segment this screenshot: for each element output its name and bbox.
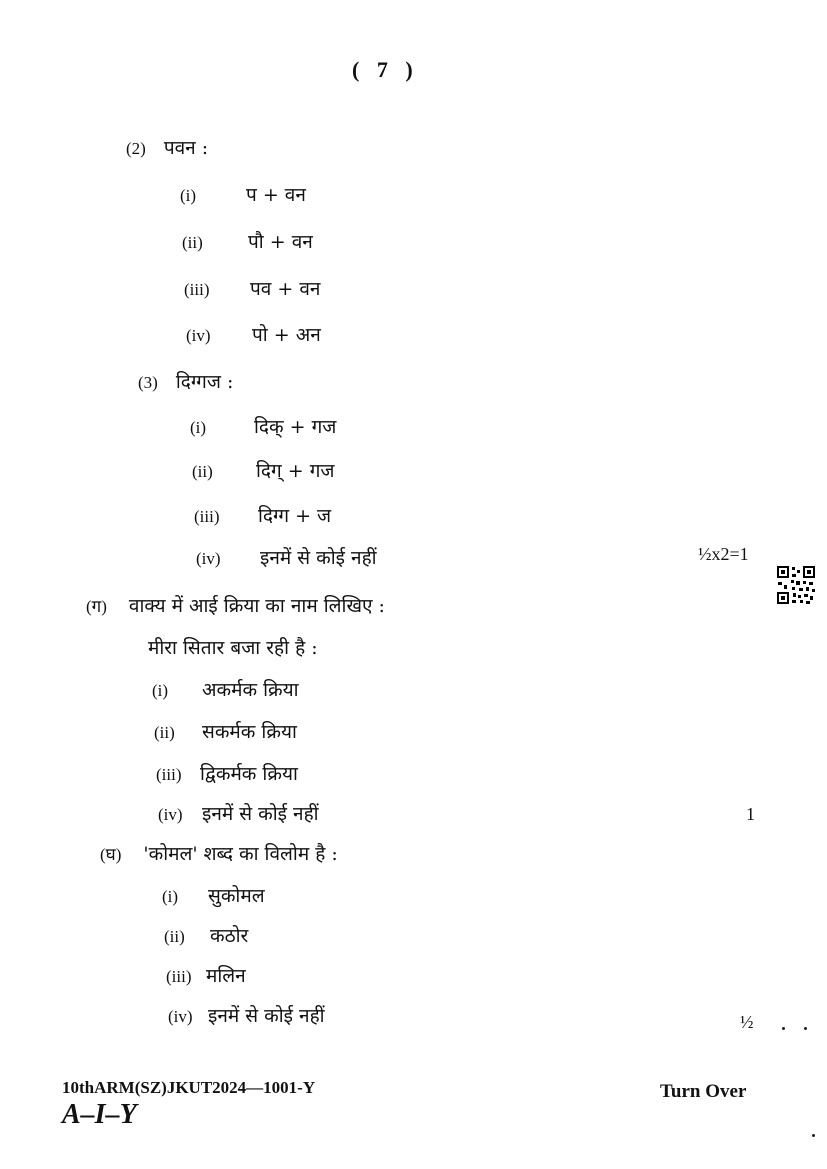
qgha-option-2 bbox=[164, 924, 248, 949]
option-text: प + वन bbox=[246, 184, 306, 206]
option-text: इनमें से कोई नहीं bbox=[260, 547, 377, 569]
question-gha-text: 'कोमल' शब्द का विलोम है : bbox=[143, 843, 338, 865]
option-text: दिग् + गज bbox=[256, 460, 335, 482]
paper-series: A–I–Y bbox=[62, 1099, 137, 1130]
option-number: (i) bbox=[152, 681, 169, 700]
question-2 bbox=[126, 136, 208, 161]
qga-option-3 bbox=[156, 762, 298, 787]
option-text: द्विकर्मक क्रिया bbox=[200, 763, 298, 785]
turn-over-label: Turn Over bbox=[660, 1081, 747, 1102]
qga-option-4 bbox=[158, 802, 319, 827]
qgha-marks: ½ bbox=[740, 1012, 754, 1032]
option-text: मलिन bbox=[206, 965, 246, 987]
option-number: (i) bbox=[180, 186, 197, 205]
option-number: (iii) bbox=[166, 967, 192, 986]
option-number: (i) bbox=[190, 418, 207, 437]
option-text: दिक् + गज bbox=[254, 416, 337, 438]
option-text: अकर्मक क्रिया bbox=[202, 679, 299, 701]
q2-option-4 bbox=[186, 323, 321, 348]
qgha-option-1 bbox=[162, 884, 265, 909]
question-ga-text: वाक्य में आई क्रिया का नाम लिखिए : bbox=[128, 595, 385, 617]
question-3 bbox=[138, 370, 233, 395]
qgha-option-3 bbox=[166, 964, 246, 989]
question-gha bbox=[100, 842, 338, 867]
qga-option-1 bbox=[152, 678, 299, 703]
option-number: (ii) bbox=[164, 927, 185, 946]
option-number: (ii) bbox=[182, 233, 203, 252]
option-text: पो + अन bbox=[252, 324, 321, 346]
q3-option-3 bbox=[194, 504, 331, 529]
question-3-label: (3) bbox=[138, 373, 158, 392]
q2-option-3 bbox=[184, 277, 320, 302]
question-ga-sentence: मीरा सितार बजा रही है : bbox=[148, 637, 318, 659]
qga-option-2 bbox=[154, 720, 297, 745]
q3-option-4 bbox=[196, 546, 377, 571]
qr-code-icon bbox=[776, 565, 816, 605]
option-text: इनमें से कोई नहीं bbox=[202, 803, 319, 825]
option-number: (iv) bbox=[168, 1007, 193, 1026]
print-speck bbox=[804, 1027, 807, 1030]
option-text: दिग्ग + ज bbox=[258, 505, 332, 527]
question-ga bbox=[86, 594, 385, 619]
option-text: सुकोमल bbox=[208, 885, 265, 907]
option-text: कठोर bbox=[210, 925, 249, 947]
option-number: (iii) bbox=[184, 280, 210, 299]
q3-option-2 bbox=[192, 459, 335, 484]
qga-marks: 1 bbox=[746, 804, 755, 824]
option-number: (iv) bbox=[158, 805, 183, 824]
question-2-label: (2) bbox=[126, 139, 146, 158]
q2-option-2 bbox=[182, 230, 313, 255]
option-number: (iv) bbox=[186, 326, 211, 345]
q2-option-1 bbox=[180, 183, 306, 208]
option-text: पव + वन bbox=[250, 278, 321, 300]
q3-option-1 bbox=[190, 415, 336, 440]
question-3-text: दिग्गज : bbox=[175, 371, 234, 393]
option-number: (iii) bbox=[194, 507, 220, 526]
option-number: (iii) bbox=[156, 765, 182, 784]
print-speck bbox=[782, 1027, 785, 1030]
option-text: इनमें से कोई नहीं bbox=[208, 1005, 325, 1027]
print-speck bbox=[812, 1134, 815, 1137]
q3-marks: ½x2=1 bbox=[698, 544, 749, 564]
question-ga-label: (ग) bbox=[86, 597, 107, 616]
option-number: (iv) bbox=[196, 549, 221, 568]
paper-code: 10thARM(SZ)JKUT2024—1001-Y bbox=[62, 1078, 316, 1097]
page-number: ( 7 ) bbox=[352, 57, 419, 82]
option-number: (ii) bbox=[192, 462, 213, 481]
option-number: (i) bbox=[162, 887, 179, 906]
option-text: पौ + वन bbox=[248, 231, 313, 253]
qgha-option-4 bbox=[168, 1004, 325, 1029]
question-2-text: पवन : bbox=[163, 137, 209, 159]
option-number: (ii) bbox=[154, 723, 175, 742]
question-gha-label: (घ) bbox=[100, 845, 122, 864]
option-text: सकर्मक क्रिया bbox=[202, 721, 297, 743]
